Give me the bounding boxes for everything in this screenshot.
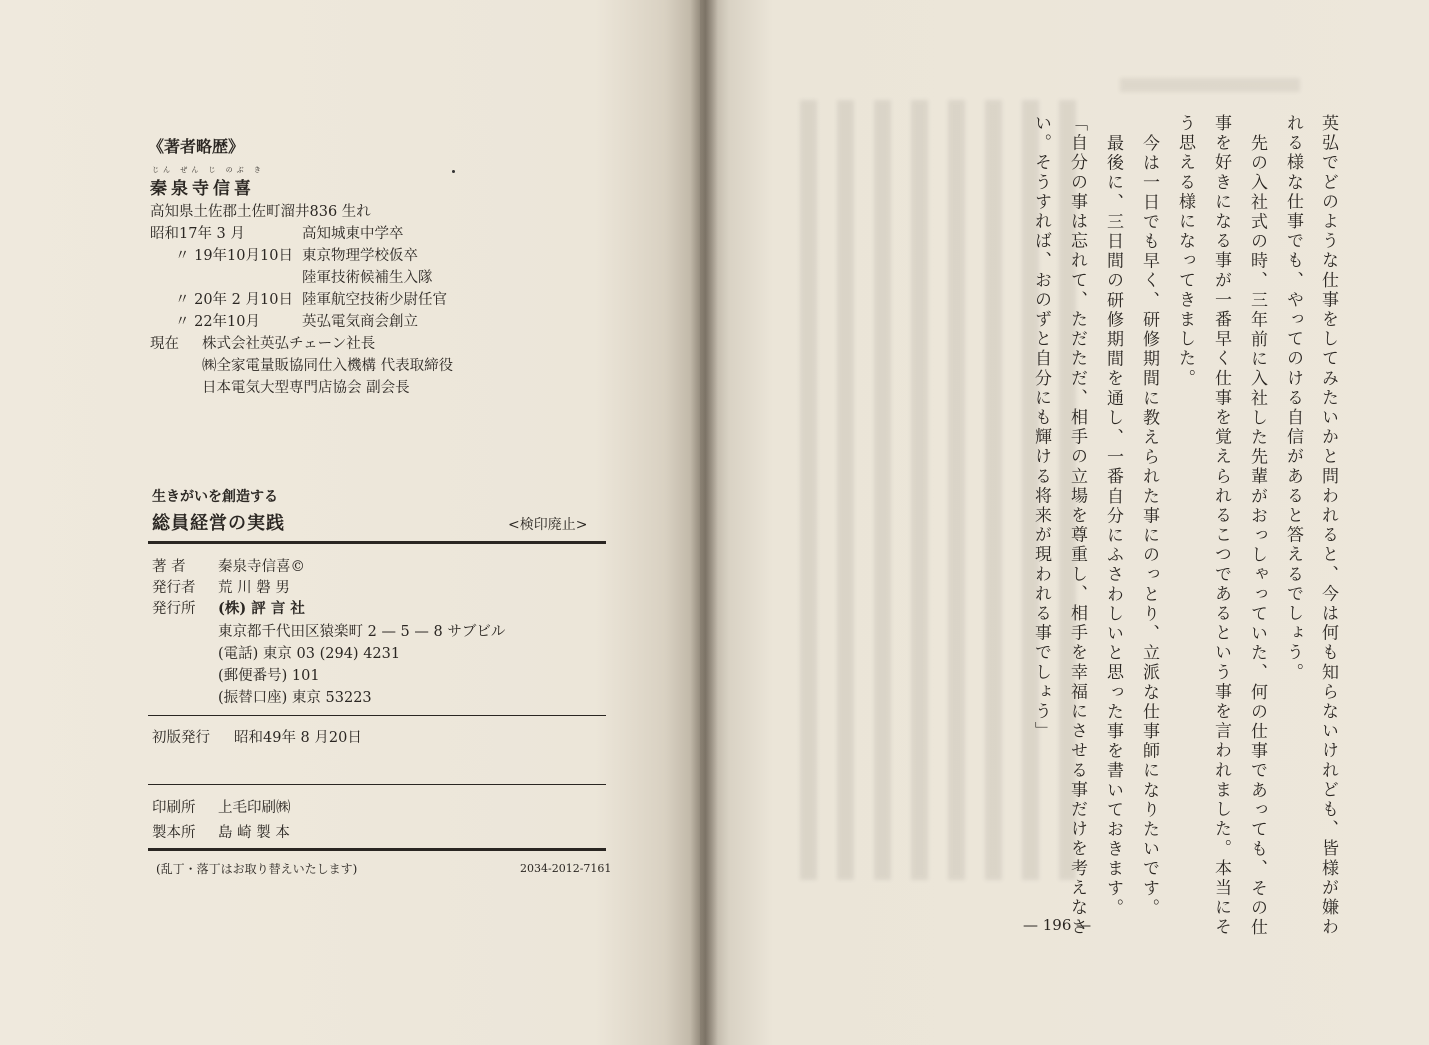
publisher-label: 発行者 (152, 580, 196, 596)
binder-value: 島 崎 製 本 (218, 825, 290, 841)
page-number: — 196 — (1023, 916, 1092, 934)
colophon-rule (148, 784, 606, 785)
colophon-rule (148, 715, 606, 716)
publisher-address: 東京都千代田区猿楽町 2 — 5 — 8 サブビル (218, 624, 506, 640)
bio-date: 〃 20年 2 月10日 (175, 292, 293, 308)
body-column-7: 最後に、三日間の研修期間を通し、一番自分にふさわしいと思った事を書いておきます。 (1103, 134, 1123, 918)
body-column-2: れる様な仕事でも、やってのける自信があると答えるでしょう。 (1283, 114, 1303, 683)
bio-date: 〃 19年10月10日 (175, 248, 293, 264)
binder-label: 製本所 (152, 825, 196, 841)
book-gutter (690, 0, 718, 1045)
body-column-1: 英弘でどのような仕事をしてみたいかと問われると、今は何も知らないけれども、皆様が嫌わ (1318, 114, 1338, 938)
publisher-value: 荒 川 磐 男 (218, 580, 290, 596)
bio-position: 日本電気大型専門店協会 副会長 (202, 380, 410, 396)
first-edition-value: 昭和49年 8 月20日 (234, 730, 362, 746)
author-value: 秦泉寺信喜© (218, 559, 305, 575)
body-column-8: 「自分の事は忘れて、ただただ、相手の立場を尊重し、相手を幸福にさせる事だけを考えなさ (1067, 114, 1087, 938)
book-code: 2034-2012-7161 (520, 862, 612, 875)
ink-speck (452, 170, 455, 173)
body-column-4: 事を好きになる事が一番早く仕事を覚えられるこつであるという事を言われました。本当にそ (1211, 114, 1231, 938)
author-ruby: じん ぜん じ のぶ き (152, 166, 265, 174)
bio-position: 株式会社英弘チェーン社長 (202, 336, 376, 352)
book-subtitle: 生きがいを創造する (152, 489, 278, 505)
bio-event: 東京物理学校仮卒 (302, 248, 418, 264)
publisher-transfer: (振替口座) 東京 53223 (218, 690, 372, 706)
colophon-top-rule (148, 541, 606, 544)
publisher-phone: (電話) 東京 03 (294) 4231 (218, 646, 401, 662)
bio-position: ㈱全家電量販協同仕入機構 代表取締役 (202, 358, 454, 374)
house-value: (株) 評 言 社 (218, 600, 305, 617)
author-label: 著 者 (152, 559, 186, 575)
bio-event: 英弘電気商会創立 (302, 314, 418, 330)
publisher-postal: (郵便番号) 101 (218, 668, 320, 684)
printer-value: 上毛印刷㈱ (218, 800, 291, 816)
house-label: 発行所 (152, 601, 196, 617)
colophon-bottom-rule (148, 848, 606, 851)
show-through-header (1120, 78, 1300, 92)
replacement-note: (乱丁・落丁はお取り替えいたします) (156, 862, 358, 876)
bio-event: 高知城東中学卒 (302, 226, 404, 242)
bio-event: 陸軍技術候補生入隊 (302, 270, 433, 286)
bio-event: 陸軍航空技術少尉任官 (302, 292, 447, 308)
printer-label: 印刷所 (152, 800, 196, 816)
bio-date: 〃 22年10月 (175, 314, 261, 330)
book-title: 総員経営の実践 (152, 513, 285, 534)
body-column-5: う思える様になってきました。 (1175, 114, 1195, 389)
first-edition-label: 初版発行 (152, 730, 210, 746)
body-column-6: 今は一日でも早く、研修期間に教えられた事にのっとり、立派な仕事師になりたいです。 (1139, 134, 1159, 918)
bio-current-label: 現在 (150, 336, 179, 352)
body-column-3: 先の入社式の時、三年前に入社した先輩がおっしゃっていた、何の仕事であっても、その仕 (1247, 134, 1267, 938)
left-page (0, 0, 700, 1045)
author-name: 秦泉寺信喜 (150, 179, 255, 199)
body-column-9: い。そうすれば、おのずと自分にも輝ける将来が現われる事でしょう」 (1031, 114, 1051, 742)
bio-heading: 《著者略歴》 (148, 137, 245, 156)
bio-date: 昭和17年 3 月 (150, 226, 245, 242)
bio-birthplace: 高知県土佐郡土佐町溜井836 生れ (150, 204, 371, 220)
seal-note: <検印廃止> (508, 517, 588, 533)
